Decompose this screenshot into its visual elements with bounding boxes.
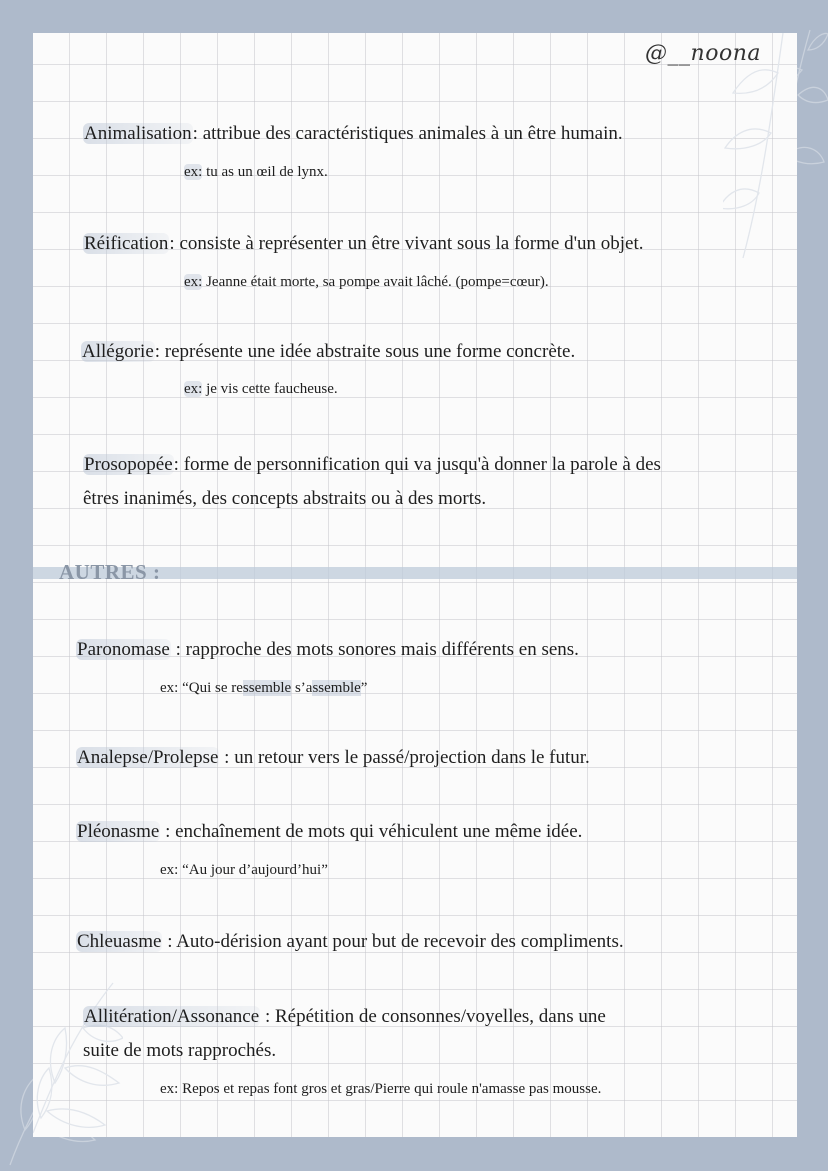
definition: représente une idée abstraite sous une forme concrète. [164, 341, 576, 362]
figure-allegorie: Allégorie: représente une idée abstraite sous une forme concrète. [82, 341, 576, 362]
example-label: ex: [160, 862, 179, 878]
figure-reification: Réification: consiste à représenter un être vivant sous la forme d'un objet. [84, 233, 644, 254]
example-label: ex: [160, 1081, 179, 1097]
term: Réification [84, 233, 169, 254]
definition: un retour vers le passé/projection dans le futur. [234, 747, 590, 768]
example: ex: je vis cette faucheuse. [184, 381, 338, 397]
author-handle: @__noona [645, 41, 761, 66]
example: ex: “Qui se ressemble s’assemble” [160, 680, 368, 696]
definition: attribue des caractéristiques animales à un être humain. [202, 123, 623, 144]
term: Chleuasme [77, 931, 162, 952]
definition: Auto-dérision ayant pour but de recevoir des compliments. [176, 931, 624, 952]
example-label: ex: [184, 274, 203, 290]
definition-continued: êtres inanimés, des concepts abstraits ou à des morts. [83, 488, 487, 509]
leaf-branch-icon [723, 33, 797, 263]
example: ex: Jeanne était morte, sa pompe avait lâché. (pompe=cœur). [184, 274, 549, 290]
figure-prosopopee: Prosopopée: forme de personnification qui va jusqu'à donner la parole à des êtres inanimés, des concepts abstraits ou à des morts. [83, 448, 661, 516]
example: ex: Repos et repas font gros et gras/Pierre qui roule n'amasse pas mousse. [160, 1081, 602, 1097]
figure-alliteration-assonance: Allitération/Assonance : Répétition de consonnes/voyelles, dans une suite de mots rapprochés. [83, 1000, 606, 1068]
example-label: ex: [160, 680, 179, 696]
figure-animalisation: Animalisation: attribue des caractéristiques animales à un être humain. [84, 123, 623, 144]
example: ex: tu as un œil de lynx. [184, 164, 328, 180]
definition: forme de personnification qui va jusqu'à donner la parole à des [183, 454, 661, 475]
figure-chleuasme: Chleuasme : Auto-dérision ayant pour but de recevoir des compliments. [77, 931, 624, 952]
example-label: ex: [184, 164, 203, 180]
term: Allitération/Assonance [84, 1006, 260, 1027]
example-label: ex: [184, 381, 203, 397]
definition: enchaînement de mots qui véhiculent une même idée. [175, 821, 583, 842]
term: Animalisation [84, 123, 192, 144]
definition-continued: suite de mots rapprochés. [83, 1040, 277, 1061]
term: Pléonasme [77, 821, 160, 842]
term: Prosopopée [84, 454, 173, 475]
definition: Répétition de consonnes/voyelles, dans une [274, 1006, 606, 1027]
figure-paronomase: Paronomase : rapproche des mots sonores mais différents en sens. [77, 639, 579, 660]
term: Paronomase [77, 639, 170, 660]
notebook-page [33, 33, 797, 1137]
definition: rapproche des mots sonores mais différents en sens. [185, 639, 579, 660]
section-title: AUTRES : [59, 560, 161, 584]
definition: consiste à représenter un être vivant sous la forme d'un objet. [179, 233, 644, 254]
term: Analepse/Prolepse [77, 747, 219, 768]
example: ex: “Au jour d’aujourd’hui” [160, 862, 328, 878]
figure-pleonasme: Pléonasme : enchaînement de mots qui véhiculent une même idée. [77, 821, 583, 842]
term: Allégorie [82, 341, 154, 362]
figure-analepse-prolepse: Analepse/Prolepse : un retour vers le passé/projection dans le futur. [77, 747, 590, 768]
